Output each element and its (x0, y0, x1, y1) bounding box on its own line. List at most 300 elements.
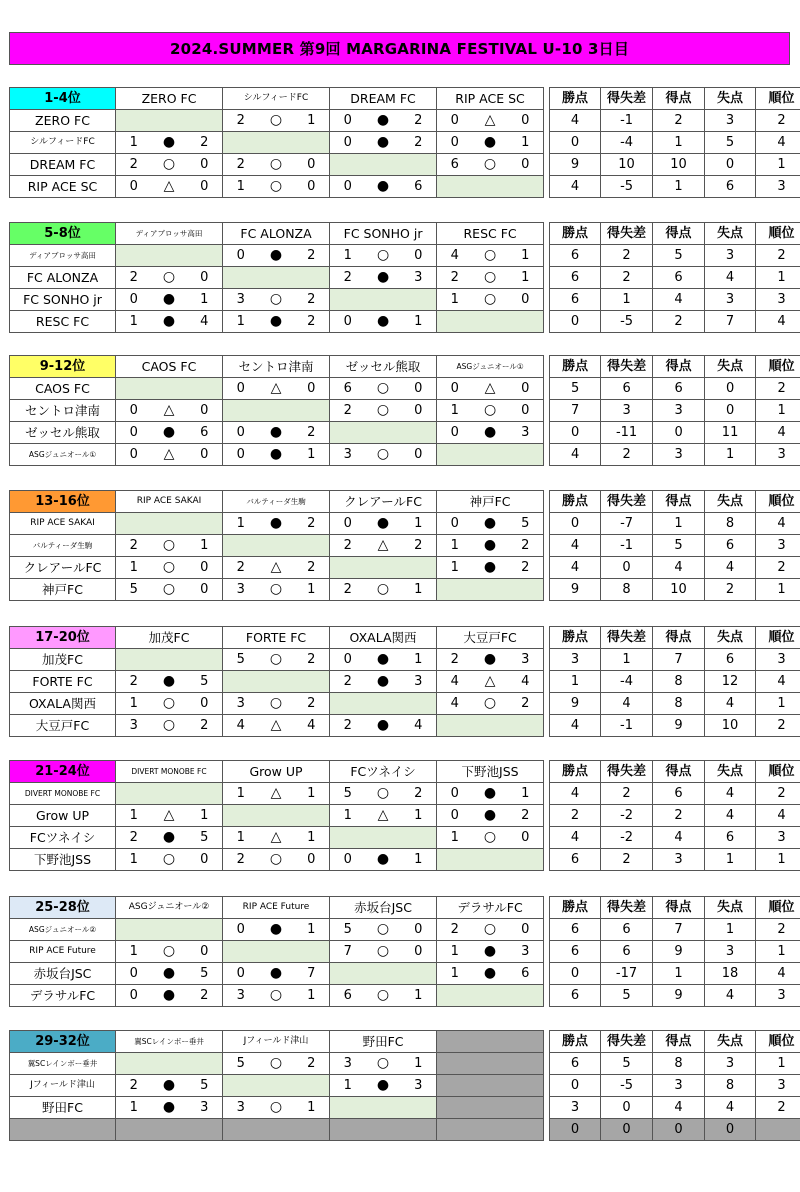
group-label: 5-8位 (10, 223, 116, 245)
goals-against: 2 (401, 132, 437, 154)
self-match-cell (437, 579, 544, 601)
goals-for: 1 (116, 1097, 152, 1119)
stat-value: 10 (705, 715, 756, 737)
result-mark-icon: ● (259, 963, 294, 985)
goals-for: 0 (330, 513, 366, 535)
stat-value: 2 (653, 110, 705, 132)
stat-value: 2 (756, 715, 800, 737)
stat-value: 1 (653, 132, 705, 154)
goals-for: 0 (437, 805, 473, 827)
goals-against: 4 (508, 671, 544, 693)
team-row-name: 赤坂台JSC (10, 963, 116, 985)
result-mark-icon: ● (152, 671, 187, 693)
stat-value: 6 (550, 245, 601, 267)
self-match-cell (223, 400, 330, 422)
result-mark-icon: ● (152, 311, 187, 333)
stat-value (756, 1119, 800, 1141)
goals-for: 1 (223, 176, 259, 198)
stat-value: 0 (653, 1119, 705, 1141)
stat-value: 1 (705, 444, 756, 466)
result-mark-icon: ● (473, 649, 508, 671)
result-mark-icon: ○ (473, 827, 508, 849)
goals-against: 1 (401, 513, 437, 535)
stat-header: 失点 (705, 491, 756, 513)
stat-header: 失点 (705, 627, 756, 649)
team-column-header: デラサルFC (437, 897, 544, 919)
stat-header: 勝点 (550, 1031, 601, 1053)
stat-value: 0 (550, 963, 601, 985)
team-row-name: ASGジュニオール① (10, 444, 116, 466)
self-match-cell (223, 671, 330, 693)
result-mark-icon: △ (152, 444, 187, 466)
goals-against: 0 (187, 849, 223, 871)
stat-value: 5 (705, 132, 756, 154)
stat-value: 3 (550, 649, 601, 671)
self-match-cell (116, 783, 223, 805)
stat-value: 1 (550, 671, 601, 693)
goals-for: 1 (437, 557, 473, 579)
goals-against: 6 (187, 422, 223, 444)
stat-value: 8 (653, 693, 705, 715)
goals-against: 0 (294, 849, 330, 871)
result-mark-icon: ● (259, 245, 294, 267)
stat-value: 10 (601, 154, 653, 176)
goals-for: 2 (116, 267, 152, 289)
goals-against: 2 (294, 311, 330, 333)
stat-header: 順位 (756, 627, 800, 649)
result-mark-icon: ● (259, 919, 294, 941)
stat-value: 2 (756, 919, 800, 941)
goals-against: 3 (508, 422, 544, 444)
goals-against: 1 (401, 805, 437, 827)
goals-against: 1 (401, 579, 437, 601)
team-column-header: ASGジュニオール② (116, 897, 223, 919)
stat-value: 3 (756, 649, 800, 671)
team-column-header: ゼッセル熊取 (330, 356, 437, 378)
table-row (10, 513, 800, 535)
result-mark-icon: ○ (152, 154, 187, 176)
goals-against: 0 (508, 154, 544, 176)
stat-value: 4 (705, 783, 756, 805)
goals-against: 1 (401, 849, 437, 871)
goals-for: 2 (116, 154, 152, 176)
goals-against: 6 (401, 176, 437, 198)
table-row (10, 1119, 800, 1141)
goals-for: 0 (330, 110, 366, 132)
stat-value: 6 (705, 535, 756, 557)
result-mark-icon: △ (152, 400, 187, 422)
result-mark-icon: ● (152, 963, 187, 985)
goals-against: 5 (187, 827, 223, 849)
stat-value: -11 (601, 422, 653, 444)
table-row (10, 693, 800, 715)
result-mark-icon: △ (473, 378, 508, 400)
result-mark-icon: ● (259, 422, 294, 444)
result-mark-icon: ○ (152, 579, 187, 601)
team-column-header: 赤坂台JSC (330, 897, 437, 919)
stat-value: -5 (601, 1075, 653, 1097)
goals-for: 0 (437, 783, 473, 805)
result-mark-icon: ● (152, 1097, 187, 1119)
goals-for: 1 (116, 132, 152, 154)
team-row-name: CAOS FC (10, 378, 116, 400)
group-label: 1-4位 (10, 88, 116, 110)
result-mark-icon: ● (366, 513, 401, 535)
result-mark-icon: ● (152, 289, 187, 311)
empty-cell (330, 1119, 437, 1141)
goals-against: 0 (187, 693, 223, 715)
stat-value: 6 (550, 941, 601, 963)
goals-against: 1 (294, 783, 330, 805)
result-mark-icon: △ (152, 176, 187, 198)
goals-for: 1 (223, 311, 259, 333)
goals-for: 3 (330, 1053, 366, 1075)
group-table (9, 355, 795, 466)
result-mark-icon: ○ (259, 110, 294, 132)
stat-value: 4 (756, 132, 800, 154)
goals-for: 5 (330, 783, 366, 805)
goals-for: 1 (116, 311, 152, 333)
goals-against: 2 (401, 110, 437, 132)
stat-header: 勝点 (550, 627, 601, 649)
table-row (10, 715, 800, 737)
stat-value: 4 (653, 557, 705, 579)
goals-against: 2 (508, 805, 544, 827)
stat-value: 3 (550, 1097, 601, 1119)
stat-value: 5 (550, 378, 601, 400)
table-row (10, 1053, 800, 1075)
goals-against: 1 (508, 132, 544, 154)
team-column-header: クレアールFC (330, 491, 437, 513)
goals-against: 0 (401, 400, 437, 422)
team-row-name (10, 1119, 116, 1141)
stat-value: 4 (756, 805, 800, 827)
stat-value: 1 (756, 579, 800, 601)
goals-against: 2 (508, 693, 544, 715)
stat-value: 2 (601, 444, 653, 466)
goals-against: 2 (401, 535, 437, 557)
table-row (10, 649, 800, 671)
stat-header: 勝点 (550, 897, 601, 919)
stat-header: 順位 (756, 491, 800, 513)
goals-against: 7 (294, 963, 330, 985)
stat-header: 得点 (653, 88, 705, 110)
goals-for: 2 (437, 267, 473, 289)
goals-against: 0 (294, 154, 330, 176)
goals-for: 0 (116, 985, 152, 1007)
stat-header: 得点 (653, 761, 705, 783)
stat-header: 得点 (653, 1031, 705, 1053)
team-row-name: 大豆戸FC (10, 715, 116, 737)
stat-value: 3 (756, 985, 800, 1007)
stat-value: 0 (601, 1097, 653, 1119)
stat-value: 6 (550, 267, 601, 289)
goals-for: 1 (223, 783, 259, 805)
goals-against: 2 (187, 132, 223, 154)
team-row-name: 下野池JSS (10, 849, 116, 871)
result-mark-icon: ○ (366, 1053, 401, 1075)
team-column-header (437, 1031, 544, 1053)
goals-against: 3 (401, 671, 437, 693)
result-mark-icon: ○ (259, 1053, 294, 1075)
stat-value: 2 (756, 110, 800, 132)
table-row (10, 132, 800, 154)
result-mark-icon: ○ (473, 693, 508, 715)
team-row-name: セントロ津南 (10, 400, 116, 422)
goals-against: 3 (401, 1075, 437, 1097)
self-match-cell (437, 715, 544, 737)
stat-value: 3 (653, 400, 705, 422)
goals-against: 0 (187, 557, 223, 579)
team-row-name: RIP ACE SC (10, 176, 116, 198)
goals-for: 0 (116, 963, 152, 985)
stat-value: 0 (550, 422, 601, 444)
self-match-cell (330, 154, 437, 176)
group-table (9, 896, 795, 1007)
stat-value: 8 (705, 1075, 756, 1097)
empty-cell (437, 1053, 544, 1075)
stat-value: 4 (601, 693, 653, 715)
stat-value: 3 (705, 941, 756, 963)
goals-against: 2 (401, 783, 437, 805)
goals-against: 1 (401, 1053, 437, 1075)
team-column-header: FORTE FC (223, 627, 330, 649)
goals-against: 5 (187, 1075, 223, 1097)
stat-value: 1 (756, 849, 800, 871)
stat-value: 9 (653, 985, 705, 1007)
goals-for: 0 (330, 649, 366, 671)
group-table (9, 87, 795, 198)
result-mark-icon: ● (473, 941, 508, 963)
result-mark-icon: ● (473, 963, 508, 985)
team-column-header: DREAM FC (330, 88, 437, 110)
goals-for: 0 (223, 919, 259, 941)
stat-value: 4 (653, 289, 705, 311)
goals-for: 0 (437, 513, 473, 535)
table-row (10, 963, 800, 985)
result-mark-icon: ● (259, 444, 294, 466)
stat-value: 1 (756, 693, 800, 715)
stat-header: 得点 (653, 223, 705, 245)
goals-against: 6 (508, 963, 544, 985)
team-row-name: ディアブロッサ高田 (10, 245, 116, 267)
goals-for: 4 (437, 671, 473, 693)
result-mark-icon: ○ (259, 693, 294, 715)
goals-against: 1 (187, 805, 223, 827)
stat-value: 2 (756, 1097, 800, 1119)
goals-against: 2 (294, 245, 330, 267)
table-row (10, 1097, 800, 1119)
goals-for: 0 (223, 378, 259, 400)
table-row (10, 267, 800, 289)
stat-value: 3 (705, 110, 756, 132)
self-match-cell (116, 1053, 223, 1075)
stat-value: -7 (601, 513, 653, 535)
goals-for: 0 (330, 132, 366, 154)
stat-value: 3 (653, 444, 705, 466)
stat-value: 4 (550, 783, 601, 805)
team-column-header: FC ALONZA (223, 223, 330, 245)
stat-value: 6 (601, 919, 653, 941)
goals-against: 0 (187, 400, 223, 422)
goals-against: 5 (187, 963, 223, 985)
team-column-header: 加茂FC (116, 627, 223, 649)
stat-value: 4 (756, 513, 800, 535)
self-match-cell (223, 941, 330, 963)
stat-header: 順位 (756, 1031, 800, 1053)
self-match-cell (437, 311, 544, 333)
team-column-header: RIP ACE Future (223, 897, 330, 919)
stat-value: 2 (756, 783, 800, 805)
result-mark-icon: ○ (366, 783, 401, 805)
stat-value: 1 (756, 154, 800, 176)
stat-header: 順位 (756, 761, 800, 783)
team-row-name: RIP ACE Future (10, 941, 116, 963)
group-table (9, 490, 795, 601)
stat-value: 9 (653, 715, 705, 737)
result-mark-icon: ○ (152, 849, 187, 871)
goals-against: 5 (187, 671, 223, 693)
team-column-header: ディアブロッサ高田 (116, 223, 223, 245)
goals-against: 2 (294, 1053, 330, 1075)
result-mark-icon: △ (259, 557, 294, 579)
stat-header: 順位 (756, 223, 800, 245)
goals-for: 2 (330, 579, 366, 601)
stat-header: 得失差 (601, 356, 653, 378)
stat-value: 9 (550, 154, 601, 176)
goals-for: 5 (116, 579, 152, 601)
stat-header: 順位 (756, 356, 800, 378)
team-column-header: バルティーダ生駒 (223, 491, 330, 513)
self-match-cell (223, 1075, 330, 1097)
team-column-header: RIP ACE SAKAI (116, 491, 223, 513)
stat-value: 10 (653, 154, 705, 176)
stat-value: 2 (550, 805, 601, 827)
group-label: 9-12位 (10, 356, 116, 378)
team-column-header: 神戸FC (437, 491, 544, 513)
goals-against: 1 (294, 985, 330, 1007)
goals-against: 1 (294, 444, 330, 466)
stat-value: 9 (550, 579, 601, 601)
stat-value: 3 (756, 444, 800, 466)
stat-header: 勝点 (550, 88, 601, 110)
stat-value: -1 (601, 535, 653, 557)
goals-against: 1 (187, 535, 223, 557)
team-row-name: ASGジュニオール② (10, 919, 116, 941)
stat-value: 2 (756, 245, 800, 267)
empty-cell (116, 1119, 223, 1141)
table-row (10, 110, 800, 132)
result-mark-icon: ● (473, 132, 508, 154)
goals-against: 1 (294, 827, 330, 849)
goals-against: 1 (294, 579, 330, 601)
goals-against: 3 (508, 941, 544, 963)
table-row (10, 176, 800, 198)
self-match-cell (116, 245, 223, 267)
result-mark-icon: ● (366, 110, 401, 132)
table-row (10, 1075, 800, 1097)
stat-header: 失点 (705, 761, 756, 783)
goals-for: 1 (116, 805, 152, 827)
group-label: 21-24位 (10, 761, 116, 783)
result-mark-icon: ○ (473, 919, 508, 941)
result-mark-icon: ● (366, 311, 401, 333)
stat-value: -1 (601, 110, 653, 132)
stat-value: 3 (601, 400, 653, 422)
goals-for: 0 (116, 400, 152, 422)
stat-value: 6 (550, 919, 601, 941)
stat-value: 6 (601, 941, 653, 963)
stat-header: 得失差 (601, 627, 653, 649)
goals-for: 1 (116, 941, 152, 963)
result-mark-icon: ○ (259, 1097, 294, 1119)
result-mark-icon: ● (152, 1075, 187, 1097)
result-mark-icon: ○ (366, 400, 401, 422)
result-mark-icon: △ (152, 805, 187, 827)
table-row (10, 849, 800, 871)
goals-for: 1 (437, 941, 473, 963)
team-row-name: FCツネイシ (10, 827, 116, 849)
result-mark-icon: △ (259, 378, 294, 400)
self-match-cell (330, 827, 437, 849)
result-mark-icon: ● (473, 513, 508, 535)
goals-for: 2 (330, 671, 366, 693)
stat-value: 8 (705, 513, 756, 535)
stat-value: 2 (756, 378, 800, 400)
stat-header: 失点 (705, 1031, 756, 1053)
goals-for: 0 (437, 132, 473, 154)
self-match-cell (223, 535, 330, 557)
result-mark-icon: ○ (473, 289, 508, 311)
stat-value: 7 (653, 919, 705, 941)
result-mark-icon: ○ (366, 378, 401, 400)
self-match-cell (116, 378, 223, 400)
stat-value: 2 (756, 557, 800, 579)
stat-header: 得失差 (601, 491, 653, 513)
result-mark-icon: ○ (366, 919, 401, 941)
team-row-name: ZERO FC (10, 110, 116, 132)
self-match-cell (330, 289, 437, 311)
goals-against: 0 (187, 579, 223, 601)
team-column-header: FC SONHO jr (330, 223, 437, 245)
empty-cell (223, 1119, 330, 1141)
result-mark-icon: △ (259, 783, 294, 805)
stat-value: 3 (756, 289, 800, 311)
goals-against: 2 (294, 693, 330, 715)
goals-against: 1 (401, 649, 437, 671)
stat-value: 1 (705, 849, 756, 871)
stat-value: -2 (601, 827, 653, 849)
goals-against: 1 (401, 985, 437, 1007)
team-row-name: Jフィールド津山 (10, 1075, 116, 1097)
result-mark-icon: ○ (259, 176, 294, 198)
self-match-cell (116, 649, 223, 671)
stat-value: 4 (653, 1097, 705, 1119)
empty-cell (437, 1119, 544, 1141)
stat-value: 6 (550, 985, 601, 1007)
stat-value: 6 (705, 176, 756, 198)
result-mark-icon: ○ (366, 941, 401, 963)
goals-for: 2 (330, 267, 366, 289)
stat-value: 3 (705, 245, 756, 267)
goals-for: 7 (330, 941, 366, 963)
stat-value: 3 (756, 535, 800, 557)
result-mark-icon: ○ (259, 849, 294, 871)
goals-for: 0 (223, 963, 259, 985)
team-column-header: CAOS FC (116, 356, 223, 378)
goals-against: 4 (401, 715, 437, 737)
goals-for: 2 (223, 154, 259, 176)
